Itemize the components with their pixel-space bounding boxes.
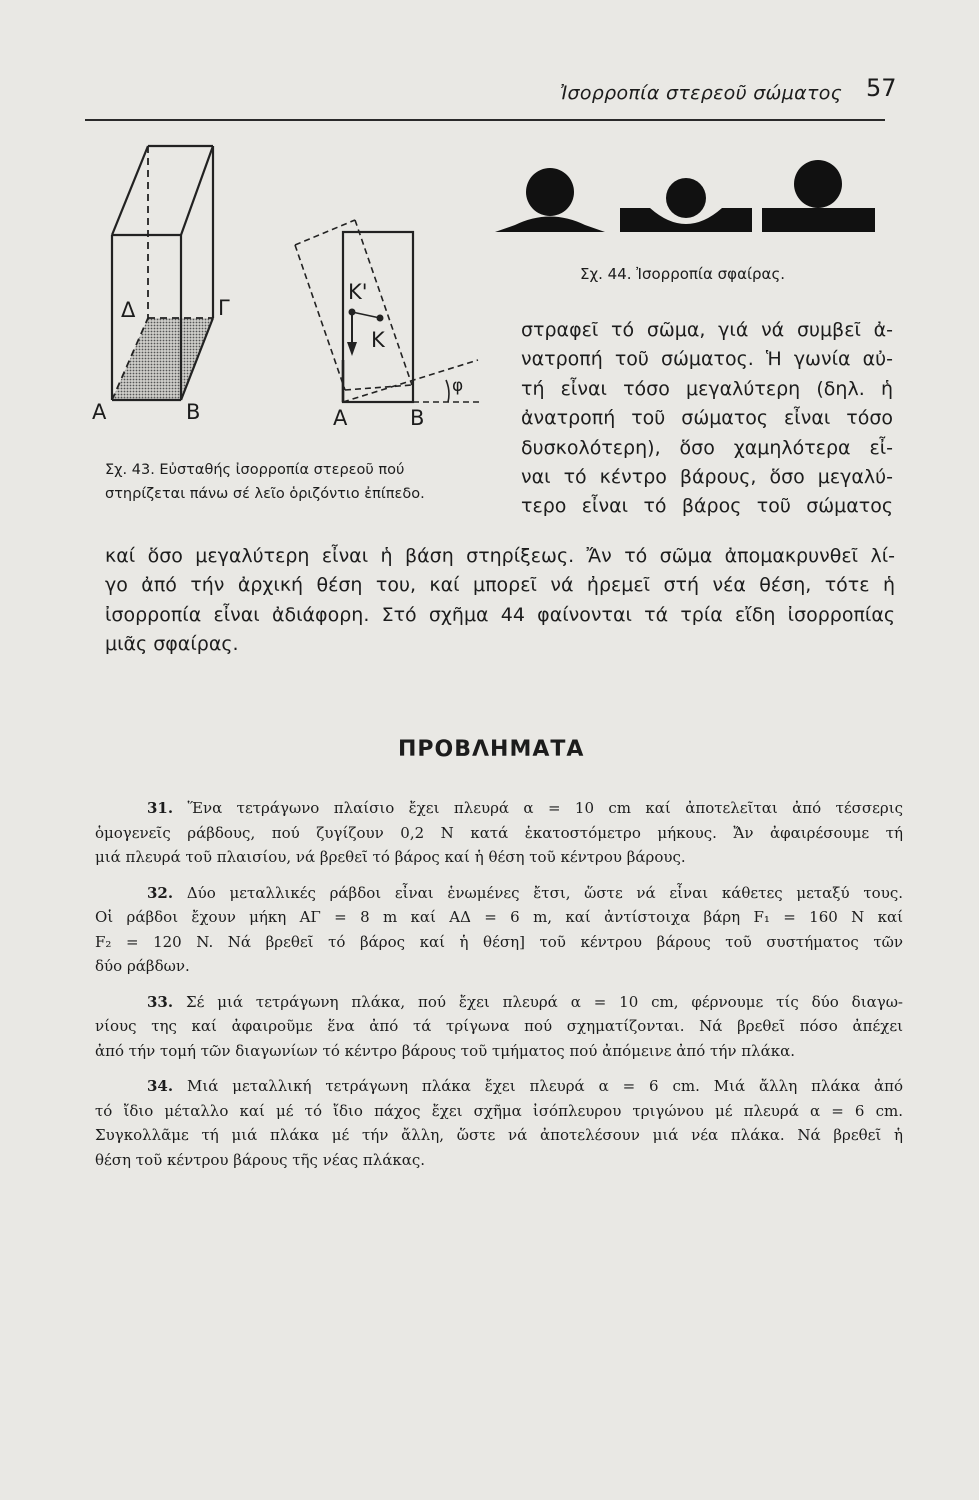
tilted-block-diagram — [295, 220, 480, 402]
problem-33 — [95, 990, 903, 1064]
problem-32 — [95, 881, 903, 979]
problem-line: F₂ = 120 N. Νά βρεθεῖ τό βάρος καί ἡ θέση] τοῦ κέντρου βάρους τοῦ συστήματος τῶν — [95, 932, 903, 951]
problem-text: Ἕνα τετράγωνο πλαίσιο ἔχει πλευρά α = 10 cm καί ἀποτελεῖται ἀπό τέσσερις — [187, 799, 903, 817]
spheres-diagram — [495, 160, 875, 232]
problem-number: 32. — [147, 883, 174, 902]
text-line: γο ἀπό τήν ἀρχική θέση του, καί μπορεῖ νά ἠρεμεῖ στή νέα θέση, τότε ἡ — [105, 574, 895, 597]
problem-text: Δύο μεταλλικές ράβδοι εἶναι ἑνωμένες ἔτσι, ὥστε νά εἶναι κάθετες μεταξύ τους. — [186, 883, 903, 902]
text-line: ναι τό κέντρο βάρους, ὅσο μεγαλύ- — [521, 466, 893, 489]
text-line: νατροπή τοῦ σώματος. Ἡ γωνία αὐ- — [521, 348, 893, 371]
body-paragraph — [105, 542, 895, 660]
caption-line: Σχ. 43. Εὐσταθής ἰσορροπία στερεοῦ πού — [105, 462, 405, 478]
label-phi: φ — [452, 376, 464, 396]
problem-line — [95, 796, 903, 821]
problem-number: 34. — [147, 1077, 174, 1095]
problem-line — [95, 990, 903, 1015]
text-line: στραφεῖ τό σῶμα, γιά νά συμβεῖ ἀ- — [521, 319, 893, 341]
problem-line: θέση τοῦ κέντρου βάρους τῆς νέας πλάκας. — [95, 1150, 426, 1169]
problem-line: δύο ράβδων. — [95, 957, 190, 975]
text-line: καί ὅσο μεγαλύτερη εἶναι ἡ βάση στηρίξεως. Ἄν τό σῶμα ἀπομακρυνθεῖ λί- — [105, 545, 895, 567]
label-k: K — [371, 328, 385, 352]
label-a-left: A — [92, 400, 107, 424]
problem-line: ἀπό τήν τομή τῶν διαγωνίων τό κέντρο βάρους τοῦ τμήματος πού ἀπόμεινε ἀπό τήν πλάκα. — [95, 1041, 795, 1060]
page-number: 57 — [866, 74, 897, 102]
problem-line — [95, 1074, 903, 1099]
text-line: δυσκολότερη), ὅσο χαμηλότερα εἶ- — [521, 436, 893, 459]
problem-line: Συγκολλᾶμε τή μιά πλάκα μέ τήν ἄλλη, ὥστε νά ἀποτελέσουν μιά νέα πλάκα. Νά βρεθεῖ ἡ — [95, 1126, 903, 1144]
label-b-left: B — [186, 400, 201, 424]
problem-line: Οἱ ράβδοι ἔχουν μήκη ΑΓ = 8 m καί ΑΔ = 6 m, καί ἀντίστοιχα βάρη F₁ = 160 N καί — [95, 908, 903, 926]
problem-line: νίους της καί ἀφαιροῦμε ἕνα ἀπό τά τρίγωνα πού σχηματίζονται. Νά βρεθεῖ πόσο ἀπέχει — [95, 1017, 903, 1035]
section-title: ΠΡΟΒΛΗΜΑΤΑ — [398, 737, 585, 762]
running-title: Ἰσορροπία στερεοῦ σώματος — [560, 82, 843, 104]
label-b-right: B — [410, 406, 425, 430]
label-delta: Δ — [121, 298, 136, 322]
label-gamma: Γ — [218, 296, 230, 320]
problem-line — [95, 881, 903, 906]
figure-44-caption: Σχ. 44. Ἰσορροπία σφαίρας. — [580, 265, 786, 283]
label-k-prime: K' — [348, 280, 368, 304]
text-line: μιᾶς σφαίρας. — [105, 633, 239, 656]
problem-text: Σέ μιά τετράγωνη πλάκα, πού ἔχει πλευρά α = 10 cm, φέρνουμε τίς δύο διαγω- — [186, 992, 903, 1011]
upright-box-diagram — [112, 146, 213, 400]
problem-line: τό ἴδιο μέταλλο καί μέ τό ἴδιο πάχος ἔχει σχῆμα ἰσόπλευρου τριγώνου μέ πλευρά α = 6 cm. — [95, 1101, 903, 1120]
problem-number: 31. — [147, 799, 174, 817]
text-line: τή εἶναι τόσο μεγαλύτερη (δηλ. ἡ — [521, 377, 893, 400]
problem-line: ὁμογενεῖς ράβδους, πού ζυγίζουν 0,2 N κατά ἑκατοστόμετρο μήκους. Ἄν ἀφαιρέσουμε τή — [95, 823, 903, 842]
text-line: τερο εἶναι τό βάρος τοῦ σώματος — [521, 495, 893, 518]
problem-31 — [95, 796, 903, 870]
right-column-text — [521, 316, 893, 522]
problems-list — [95, 796, 903, 1183]
text-line: ἀνατροπή τοῦ σώματος εἶναι τόσο — [521, 407, 893, 430]
label-a-right: A — [333, 406, 348, 430]
figure-43-caption — [105, 458, 505, 506]
text-line: ἰσορροπία εἶναι ἀδιάφορη. Στό σχῆμα 44 φαίνονται τά τρία εἴδη ἰσορροπίας — [105, 603, 895, 626]
caption-line: στηρίζεται πάνω σέ λεῖο ὁριζόντιο ἐπίπεδο. — [105, 486, 425, 502]
problem-line: μιά πλευρά τοῦ πλαισίου, νά βρεθεῖ τό βάρος καί ἡ θέση τοῦ κέντρου βάρους. — [95, 848, 686, 866]
problem-number: 33. — [147, 992, 174, 1011]
problem-text: Μιά μεταλλική τετράγωνη πλάκα ἔχει πλευρά α = 6 cm. Μιά ἄλλη πλάκα ἀπό — [187, 1077, 903, 1095]
problem-34 — [95, 1074, 903, 1172]
